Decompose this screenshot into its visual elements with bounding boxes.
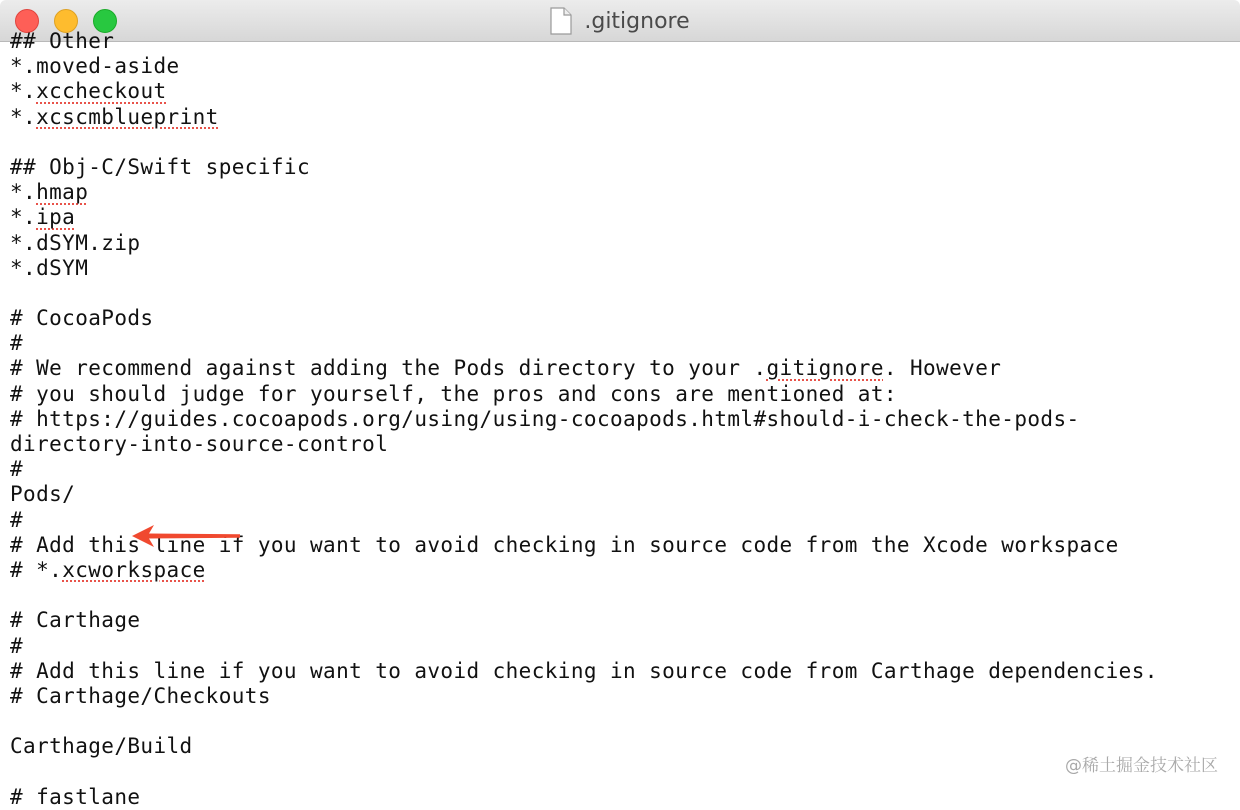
misspelled-word: hmap (36, 180, 89, 205)
line-text: *. (10, 180, 37, 205)
line-text: *.moved-aside (10, 54, 180, 79)
text-line (10, 734, 1158, 759)
misspelled-word: xcscmblueprint (36, 104, 219, 129)
text-line (10, 659, 1158, 684)
text-line (10, 130, 1158, 155)
watermark: @稀土掘金技术社区 (1065, 756, 1218, 776)
line-text: # Add this line if you want to avoid checking in source code from the Xcode workspace (10, 532, 1119, 557)
text-line (10, 306, 1158, 331)
line-text: # *. (10, 557, 63, 582)
line-text: # https://guides.cocoapods.org/using/using-cocoapods.html#should-i-check-the-pods- (10, 406, 1080, 431)
red-arrow-icon (130, 523, 242, 549)
line-text: *.dSYM.zip (10, 230, 141, 255)
line-text: # (10, 507, 24, 532)
line-text: . However (883, 356, 1002, 381)
line-text: # CocoaPods (10, 306, 154, 331)
text-line (10, 407, 1158, 432)
text-line (10, 634, 1158, 659)
text-line (10, 180, 1158, 205)
text-line (10, 356, 1158, 381)
line-text: directory-into-source-control (10, 432, 389, 456)
line-text: ## Obj-C/Swift specific (10, 154, 310, 179)
line-text: # Carthage (10, 608, 141, 633)
text-line (10, 785, 1158, 810)
misspelled-word: ipa (36, 205, 76, 230)
text-line (10, 79, 1158, 104)
text-line (10, 29, 1158, 54)
text-line (10, 281, 1158, 306)
line-text: Pods/ (10, 482, 76, 507)
text-line (10, 608, 1158, 633)
text-line (10, 482, 1158, 507)
text-line (10, 583, 1158, 608)
line-text: # We recommend against adding the Pods directory to your . (10, 356, 767, 381)
line-text: ## Other (10, 29, 115, 53)
line-text: # fastlane (10, 784, 141, 809)
line-text: Carthage/Build (10, 734, 193, 759)
text-line (10, 759, 1158, 784)
line-text: *.dSYM (10, 255, 89, 280)
text-line (10, 231, 1158, 256)
text-line (10, 54, 1158, 79)
line-text: # Add this line if you want to avoid checking in source code from Carthage dependencies. (10, 658, 1158, 683)
misspelled-word: gitignore (766, 356, 884, 381)
line-text: *. (10, 205, 37, 230)
line-text: # (10, 633, 24, 658)
line-text: # (10, 457, 24, 482)
misspelled-word: xcworkspace (62, 557, 206, 582)
text-line (10, 457, 1158, 482)
text-line (10, 331, 1158, 356)
misspelled-word: xccheckout (36, 79, 167, 104)
text-line (10, 155, 1158, 180)
window-title: .gitignore (584, 8, 690, 34)
line-text: # Carthage/Checkouts (10, 683, 271, 708)
line-text: *. (10, 79, 37, 104)
text-line (10, 382, 1158, 407)
text-lines (10, 29, 1158, 810)
line-text: # you should judge for yourself, the pros and cons are mentioned at: (10, 381, 897, 406)
text-line (10, 432, 1158, 457)
text-editor[interactable] (0, 29, 1240, 809)
text-line (10, 684, 1158, 709)
line-text: *. (10, 104, 37, 129)
text-line (10, 256, 1158, 281)
text-line (10, 709, 1158, 734)
text-line (10, 205, 1158, 230)
text-line (10, 105, 1158, 130)
line-text: # (10, 331, 24, 356)
text-line (10, 558, 1158, 583)
